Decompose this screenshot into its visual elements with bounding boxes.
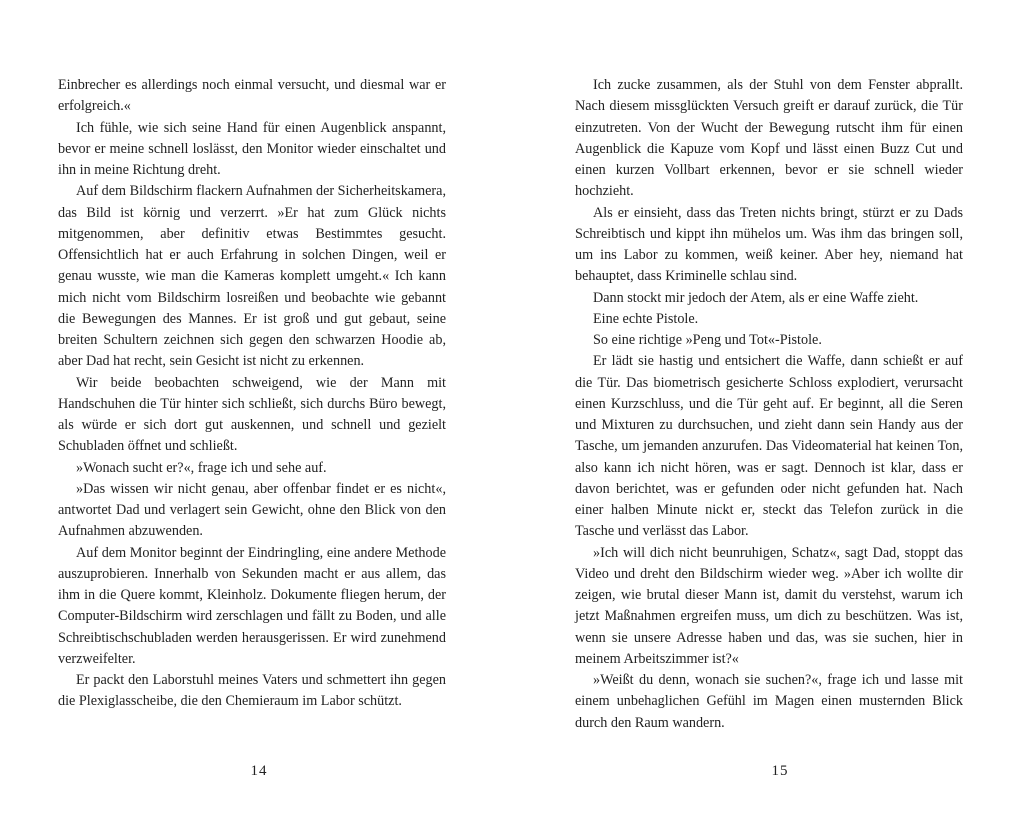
- page-number-right: 15: [771, 763, 789, 779]
- paragraph: »Wonach sucht er?«, frage ich und sehe auf.: [76, 459, 327, 476]
- paragraph: Ich zucke zusammen, als der Stuhl von dem Fenster abprallt. Nach diesem missglückten Versuch greift er darauf zurück, die Tür einzutreten. Von der Wucht der Bewegung rutscht ihm für einen Augenblick die Kapuze vom Kopf und lässt einen Buzz Cut und einen kurzen Vollbart erkennen, bevor er sie schnell wieder hochzieht.: [575, 77, 963, 200]
- paragraph: Er lädt sie hastig und entsichert die Waffe, dann schießt er auf die Tür. Das biometrisch gesicherte Schloss explodiert, verursacht einen Kurzschluss, und die Tür geht auf. Er beginnt, all die Seren und Mixturen zu durchsuchen, und zieht dann sein Handy aus der Tasche, um jemanden anzurufen. Das Videomaterial hat keinen Ton, also kann ich nicht hören, was er sagt. Dennoch ist klar, dass er davon berichtet, was er gefunden oder nicht gefunden hat. Nach einer halben Minute nickt er, steckt das Telefon zurück in die Tasche und verlässt das Labor.: [575, 353, 963, 540]
- paragraph: Auf dem Bildschirm flackern Aufnahmen der Sicherheitskamera, das Bild ist körnig und verzerrt. »Er hat zum Glück nichts mitgenommen, aber definitiv etwas Bestimmtes gesucht. Offensichtlich hat er auch Erfahrung in solchen Dingen, weil er genau wusste, wie man die Kameras komplett umgeht.« Ich kann mich nicht vom Bildschirm losreißen und beobachte wie gebannt die Bewegungen des Mannes. Er ist groß und gut gebaut, seine breiten Schultern zeichnen sich gegen den schwarzen Hoodie ab, aber Dad hat recht, sein Gesicht ist nicht zu erkennen.: [58, 183, 446, 370]
- paragraph: Wir beide beobachten schweigend, wie der Mann mit Handschuhen die Tür hinter sich schließt, sich durchs Büro bewegt, als würde er sich dort gut auskennen, und schnell und gezielt Schubladen öffnet und schließt.: [58, 374, 446, 455]
- paragraph: So eine richtige »Peng und Tot«-Pistole.: [593, 332, 822, 348]
- left-page-text: [58, 75, 446, 713]
- paragraph: »Ich will dich nicht beunruhigen, Schatz«, sagt Dad, stoppt das Video und dreht den Bildschirm wieder weg. »Aber ich wollte dir zeigen, wie brutal dieser Mann ist, damit du verstehst, warum ich jetzt Maßnahmen ergreifen muss, um dich zu beschützen. Was ist, wenn sie unsere Adresse haben und das, was sie suchen, hier in meinem Arbeitszimmer ist?«: [575, 544, 963, 667]
- right-page-text: [575, 75, 963, 734]
- paragraph: Einbrecher es allerdings noch einmal versucht, und diesmal war er erfolgreich.«: [58, 77, 446, 115]
- paragraph: Auf dem Monitor beginnt der Eindringling, eine andere Methode auszuprobieren. Innerhalb von Sekunden macht er aus allem, das ihm in die Quere kommt, Kleinholz. Dokumente fliegen herum, der Computer-Bildschirm wird zerschlagen und fällt zu Boden, und alle Schreibtischschubladen werden herausgerissen. Er wird zunehmend verzweifelter.: [58, 544, 446, 667]
- paragraph: Eine echte Pistole.: [593, 310, 699, 327]
- paragraph: Er packt den Laborstuhl meines Vaters und schmettert ihn gegen die Plexiglasscheibe, die den Chemieraum im Labor schützt.: [58, 672, 446, 710]
- paragraph: Dann stockt mir jedoch der Atem, als er eine Waffe zieht.: [593, 289, 919, 306]
- paragraph: Ich fühle, wie sich seine Hand für einen Augenblick anspannt, bevor er meine schnell loslässt, den Monitor wieder einschaltet und ihn in meine Richtung dreht.: [58, 119, 446, 178]
- paragraph: Als er einsieht, dass das Treten nichts bringt, stürzt er zu Dads Schreibtisch und kippt ihn mühelos um. Was ihm das bringen soll, um ins Labor zu kommen, weiß keiner. Aber hey, niemand hat behauptet, dass Kriminelle schlau sind.: [575, 204, 963, 285]
- page-number-left: 14: [250, 763, 268, 779]
- paragraph: »Das wissen wir nicht genau, aber offenbar findet er es nicht«, antwortet Dad und verlagert sein Gewicht, ohne den Blick von den Aufnahmen abzuwenden.: [58, 480, 446, 540]
- paragraph: »Weißt du denn, wonach sie suchen?«, frage ich und lasse mit einem unbehaglichen Gefühl im Magen einen musternden Blick durch den Raum wandern.: [575, 672, 963, 731]
